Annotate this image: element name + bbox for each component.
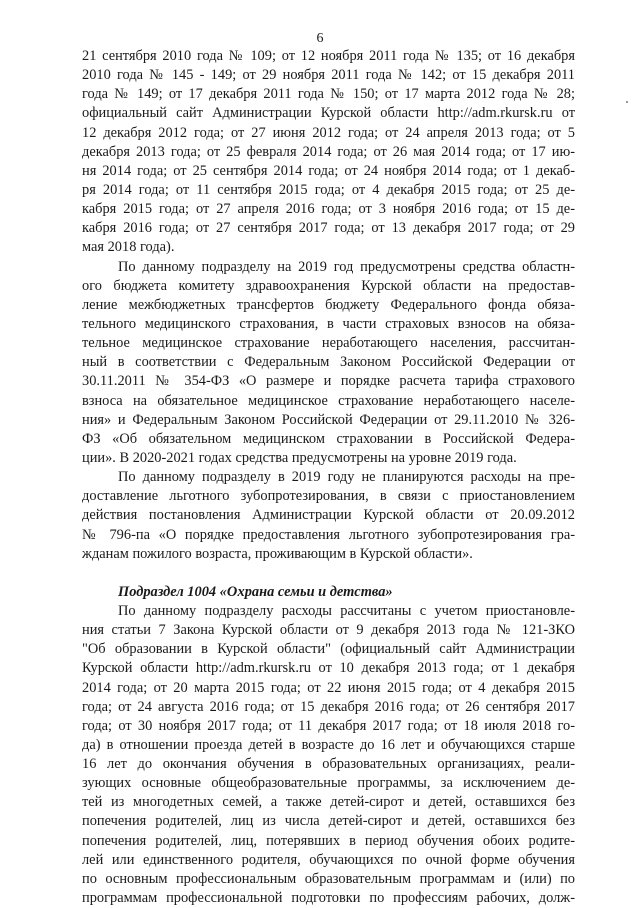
paragraph-insurance-contributions [82,258,575,469]
text-line: действия постановления Администрации Курской области от 20.09.2012 [82,507,575,524]
text-line: лей или единственного родителя, обучающихся по очной форме обучения [82,851,575,868]
page-number: 6 [316,31,324,46]
text-line: Курской области http://adm.rkursk.ru от 10 декабря 2013 года; от 1 декабря [82,660,575,677]
text-line: 12 декабря 2012 года; от 27 июня 2012 года; от 24 апреля 2013 года; от 5 [82,124,575,141]
text-line: по основным профессиональным образовательным программам и (или) по [82,870,575,887]
text-line: 2014 года; от 20 марта 2015 года; от 22 июня 2015 года; от 4 декабря 2015 [82,679,575,696]
text-line: ление межбюджетных трансфертов бюджету Федерального фонда обяза- [82,296,575,313]
text-line: ный в соответствии с Федеральным Законом Российской Федерации от [82,354,575,371]
text-line: официальный сайт Администрации Курской области http://adm.rkursk.ru от [82,105,575,122]
text-line: кабря 2016 года; от 27 сентября 2017 года; от 13 декабря 2017 года; от 29 [82,220,575,237]
text-line: По данному подразделу расходы рассчитаны с учетом приостановле- [118,602,575,619]
text-line: кабря 2015 года; от 27 апреля 2016 года; от 3 ноября 2016 года; от 15 де- [82,201,575,218]
text-line: ния» и Федеральным Законом Российской Федерации от 29.11.2010 № 326- [82,411,575,428]
text-line: попечения родителей, лиц, потерявших в период обучения обоих родите- [82,832,575,849]
text-line: ции». В 2020-2021 годах средства предусмотрены на уровне 2019 года. [82,449,517,466]
text-line: ря 2014 года; от 11 сентября 2015 года; от 4 декабря 2015 года; от 25 де- [82,181,575,198]
paragraph-family-childhood [82,602,575,908]
paragraph-spacer [82,564,575,583]
scan-speck [626,101,628,103]
text-line: года; от 24 августа 2016 года; от 15 декабря 2016 года; от 26 сентября 2017 [82,698,575,715]
text-line: "Об образовании в Курской области" (официальный сайт Администрации [82,641,575,658]
text-line: тельного медицинского страхования, в части страховых взносов на обяза- [82,315,575,332]
text-line: 16 лет до окончания обучения в образовательных организациях, реали- [82,756,575,773]
text-line: зующих основные общеобразовательные программы, за исключением де- [82,775,575,792]
text-line: года № 149; от 17 декабря 2011 года № 150; от 17 марта 2012 года № 28; [82,86,575,103]
text-line: доставление льготного зубопротезирования, в связи с приостановлением [82,488,575,505]
text-line: декабря 2013 года; от 25 февраля 2014 года; от 26 мая 2014 года; от 17 ию- [82,143,575,160]
text-line: ния статьи 7 Закона Курской области от 9 декабря 2013 года № 121-ЗКО [82,622,575,639]
text-line: 30.11.2011 № 354-ФЗ «О размере и порядке расчета тарифа страхового [82,373,575,390]
text-line: 21 сентября 2010 года № 109; от 12 ноября 2011 года № 135; от 16 декабря [82,48,575,64]
text-line: мая 2018 года). [82,239,175,256]
text-line: попечения родителей, лиц из числа детей-сирот и детей, оставшихся без [82,813,575,830]
text-line: 2010 года № 145 - 149; от 29 ноября 2011 года № 142; от 15 декабря 2011 [82,67,575,84]
text-line: По данному подразделу в 2019 году не планируются расходы на пре- [118,469,575,486]
paragraph-dental-prosthetics [82,468,575,564]
text-line: № 796-па «О порядке предоставления льготного зубопротезирования гра- [82,526,575,543]
text-line: ня 2014 года; от 25 сентября 2014 года; от 24 ноября 2014 года; от 1 декаб- [82,162,575,179]
text-line: ФЗ «Об обязательном медицинском страховании в Российской Федера- [82,430,575,447]
text-line: года; от 30 ноября 2017 года; от 11 декабря 2017 года; от 18 июля 2018 го- [82,717,575,734]
text-line: ого бюджета комитету здравоохранения Курской области на предостав- [82,277,575,294]
text-line: взноса на обязательное медицинское страхование неработающего населе- [82,392,575,409]
text-line: тельное медицинское страхование неработающего населения, рассчитан- [82,335,575,352]
text-line: да) в отношении проезда детей в возрасте до 16 лет и обучающихся старше [82,736,575,753]
text-line: По данному подразделу на 2019 год предусмотрены средства областн- [118,258,575,275]
text-line: жданам пожилого возраста, проживающим в Курской области». [82,545,473,562]
page-body [82,47,575,908]
section-heading: Подраздел 1004 «Охрана семьи и детства» [118,583,393,600]
text-line: тей из многодетных семей, а также детей-сирот и детей, оставшихся без [82,794,575,811]
paragraph-continuation [82,47,575,258]
text-line: программам профессиональной подготовки по профессиям рабочих, долж- [82,890,575,907]
